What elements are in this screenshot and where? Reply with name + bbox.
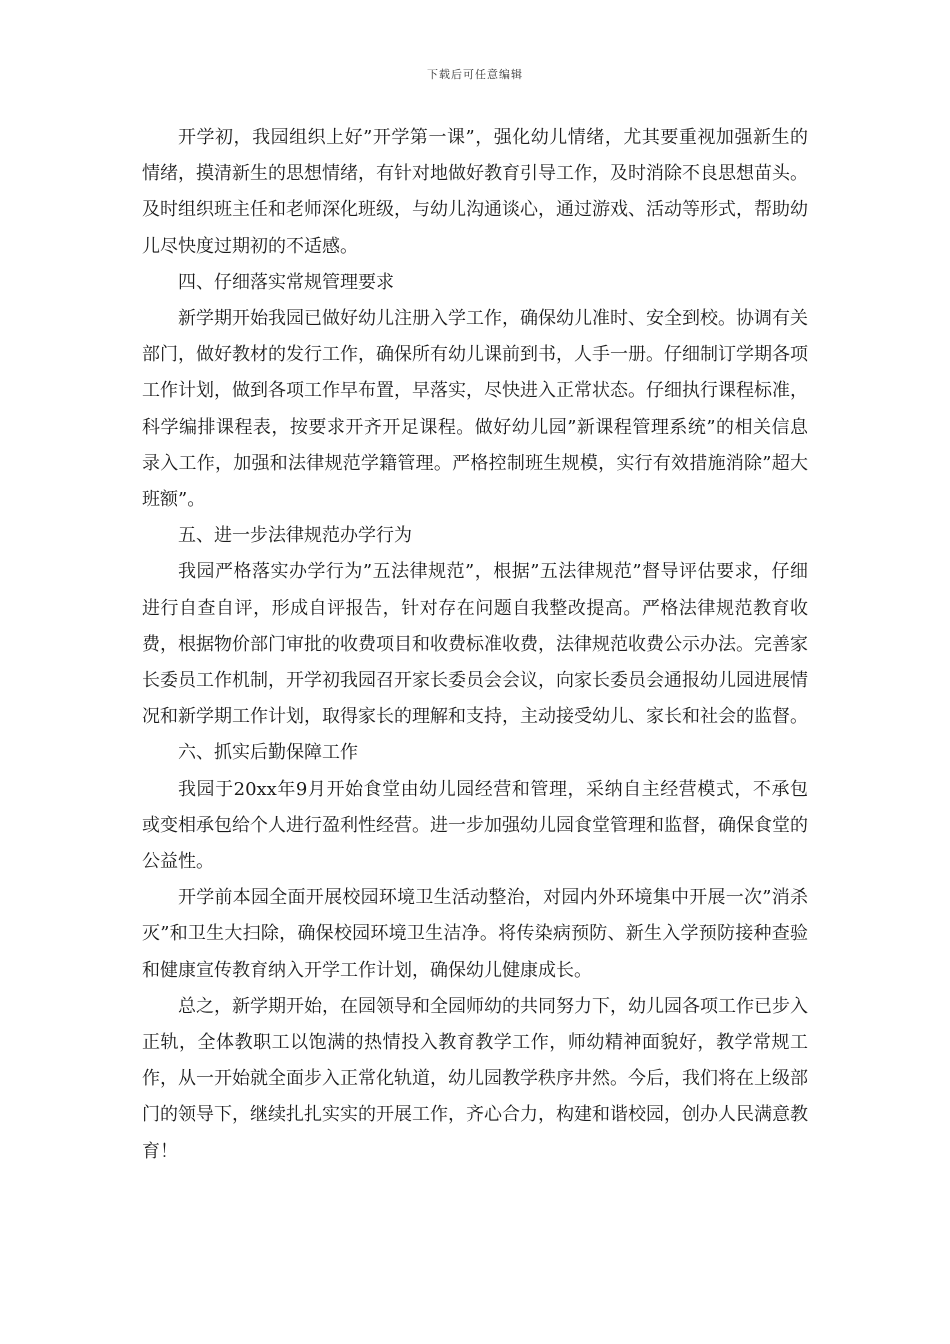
paragraph-canteen: 我园于20xx年9月开始食堂由幼儿园经营和管理，采纳自主经营模式，不承包或变相承包给个人进行盈利性经营。进一步加强幼儿园食堂管理和监督，确保食堂的公益性。 — [142, 778, 808, 873]
paragraph-school-conduct: 我园严格落实办学行为”五法律规范”，根据”五法律规范”督导评估要求，仔细进行自查自评，形成自评报告，针对存在问题自我整改提高。严格法律规范教育收费，根据物价部门审批的收费项目和收费标准收费，法律规范收费公示办法。完善家长委员工作机制，开学初我园召开家长委员会会议，向家长委员会通报幼儿园进展情况和新学期工作计划，取得家长的理解和支持，主动接受幼儿、家长和社会的监督。 — [142, 561, 808, 728]
paragraph-hygiene: 开学前本园全面开展校园环境卫生活动整治，对园内外环境集中开展一次”消杀灭”和卫生大扫除，确保校园环境卫生洁净。将传染病预防、新生入学预防接种查验和健康宣传教育纳入开学工作计划，确保幼儿健康成长。 — [142, 887, 808, 981]
section-heading-5: 五、进一步法律规范办学行为 — [178, 525, 412, 547]
paragraph-routine-management: 新学期开始我园已做好幼儿注册入学工作，确保幼儿准时、安全到校。协调有关部门，做好教材的发行工作，确保所有幼儿课前到书，人手一册。仔细制订学期各项工作计划，做到各项工作早布置，早落实，尽快进入正常状态。仔细执行课程标准，科学编排课程表，按要求开齐开足课程。做好幼儿园”新课程管理系统”的相关信息录入工作，加强和法律规范学籍管理。严格控制班生规模，实行有效措施消除”超大班额”。 — [142, 308, 808, 511]
paragraph-conclusion: 总之，新学期开始，在园领导和全园师幼的共同努力下，幼儿园各项工作已步入正轨，全体教职工以饱满的热情投入教育教学工作，师幼精神面貌好，教学常规工作，从一开始就全面步入正常化轨道，幼儿园教学秩序井然。今后，我们将在上级部门的领导下，继续扎扎实实的开展工作，齐心合力，构建和谐校园，创办人民满意教育！ — [142, 995, 808, 1162]
page-header: 下载后可任意编辑 — [427, 68, 523, 81]
section-heading-6: 六、抓实后勤保障工作 — [178, 742, 358, 764]
document-body — [142, 120, 808, 1170]
section-heading-4: 四、仔细落实常规管理要求 — [178, 271, 394, 293]
paragraph-opening: 开学初，我园组织上好”开学第一课”，强化幼儿情绪，尤其要重视加强新生的情绪，摸清新生的思想情绪，有针对地做好教育引导工作，及时消除不良思想苗头。及时组织班主任和老师深化班级，与幼儿沟通谈心，通过游戏、活动等形式，帮助幼儿尽快度过期初的不适感。 — [142, 127, 808, 257]
